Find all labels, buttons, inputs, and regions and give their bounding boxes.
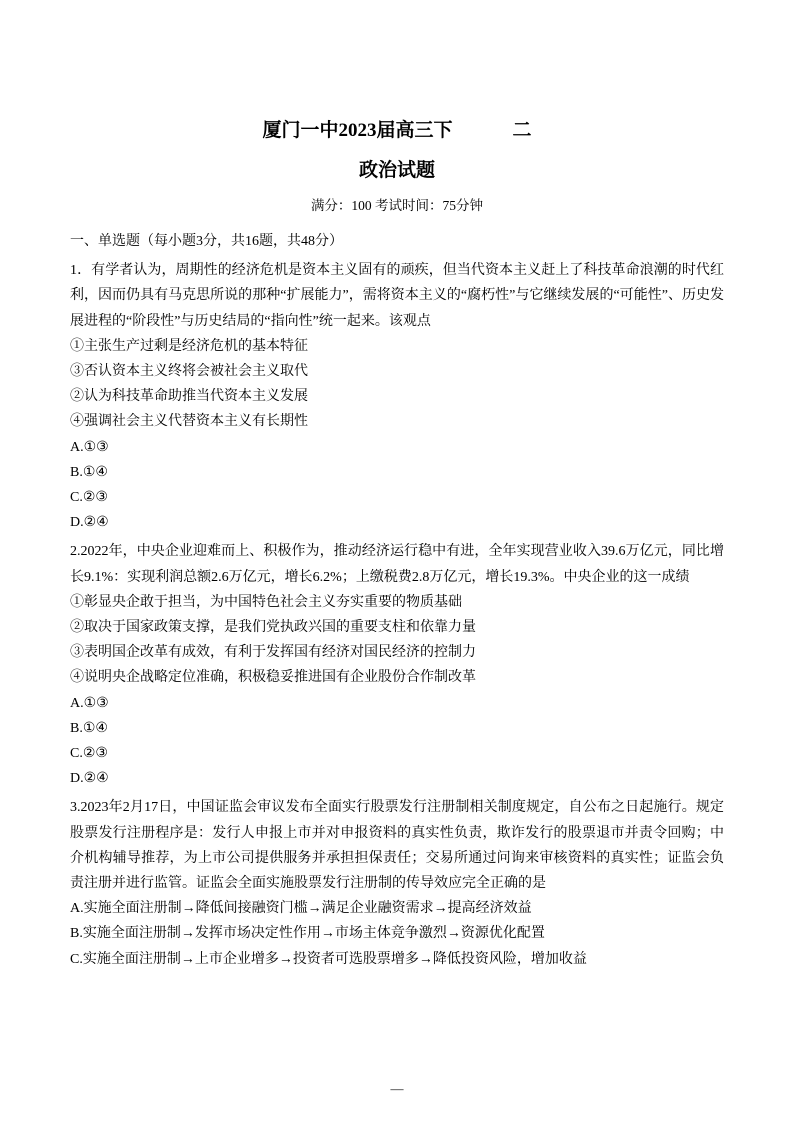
question-1-option-b: B.①④ bbox=[70, 464, 108, 480]
question-3-option-b: B.实施全面注册制→发挥市场决定性作用→市场主体竞争激烈→资源优化配置 bbox=[70, 926, 545, 942]
exam-meta: 满分：100 考试时间：75分钟 bbox=[310, 198, 484, 213]
question-1 bbox=[70, 258, 724, 535]
section-heading: 一、单选题（每小题3分，共16题，共48分） bbox=[70, 234, 343, 249]
question-1-statement-3: ②认为科技革命助推当代资本主义发展 bbox=[70, 389, 308, 405]
question-1-statement-2: ③否认资本主义终将会被社会主义取代 bbox=[70, 364, 308, 380]
question-1-statement-1: ①主张生产过剩是经济危机的基本特征 bbox=[70, 338, 308, 354]
question-2-statement-3: ③表明国企改革有成效，有利于发挥国有经济对国民经济的控制力 bbox=[70, 645, 476, 661]
question-1-option-a: A.①③ bbox=[70, 439, 109, 455]
exam-title-main: 厦门一中2023届高三下 bbox=[262, 120, 453, 141]
question-3 bbox=[70, 795, 724, 971]
exam-body bbox=[70, 229, 724, 972]
question-3-stem: 3.2023年2月17日，中国证监会审议发布全面实行股票发行注册制相关制度规定，自公布之日起施行。规定股票发行注册程序是：发行人申报上市并对申报资料的真实性负责，欺诈发行的股票退市并责令回购；中介机构辅导推荐，为上市公司提供服务并承担担保责任；交易所通过问询来审核资料的真实性；证监会负责注册并进行监管。证监会全面实施股票发行注册制的传导效应完全正确的是 bbox=[70, 800, 724, 892]
question-1-stem: 1．有学者认为，周期性的经济危机是资本主义固有的顽疾，但当代资本主义赶上了科技革命浪潮的时代红利，因而仍具有马克思所说的那种“扩展能力”，需将资本主义的“腐朽性”与它继续发展的“可能性”、历史发展进程的“阶段性”与历史结局的“指向性”统一起来。该观点 bbox=[70, 263, 724, 329]
question-3-option-c: C.实施全面注册制→上市企业增多→投资者可选股票增多→降低投资风险，增加收益 bbox=[70, 951, 587, 967]
question-2-stem: 2.2022年，中央企业迎难而上、积极作为，推动经济运行稳中有进，全年实现营业收入39.6万亿元，同比增长9.1%：实现利润总额2.6万亿元，增长6.2%；上缴税费2.8万亿元，增长19.3%。中央企业的这一成绩 bbox=[70, 544, 724, 585]
exam-title bbox=[70, 118, 724, 144]
question-3-option-a: A.实施全面注册制→降低间接融资门槛→满足企业融资需求→提高经济效益 bbox=[70, 901, 532, 917]
page-number: — bbox=[390, 1081, 404, 1096]
question-2-option-b: B.①④ bbox=[70, 720, 108, 736]
question-2 bbox=[70, 539, 724, 791]
question-1-option-c: C.②③ bbox=[70, 490, 108, 506]
question-1-option-d: D.②④ bbox=[70, 515, 109, 531]
exam-title-tail: 二 bbox=[512, 120, 532, 141]
question-2-statement-4: ④说明央企战略定位准确，积极稳妥推进国有企业股份合作制改革 bbox=[70, 670, 476, 686]
question-2-statement-2: ②取决于国家政策支撑，是我们党执政兴国的重要支柱和依靠力量 bbox=[70, 620, 476, 636]
question-2-option-c: C.②③ bbox=[70, 746, 108, 762]
question-2-option-a: A.①③ bbox=[70, 695, 109, 711]
question-2-option-d: D.②④ bbox=[70, 771, 109, 787]
question-2-statement-1: ①彰显央企敢于担当，为中国特色社会主义夯实重要的物质基础 bbox=[70, 594, 462, 610]
exam-subtitle: 政治试题 bbox=[358, 160, 435, 181]
question-1-statement-4: ④强调社会主义代替资本主义有长期性 bbox=[70, 414, 308, 430]
